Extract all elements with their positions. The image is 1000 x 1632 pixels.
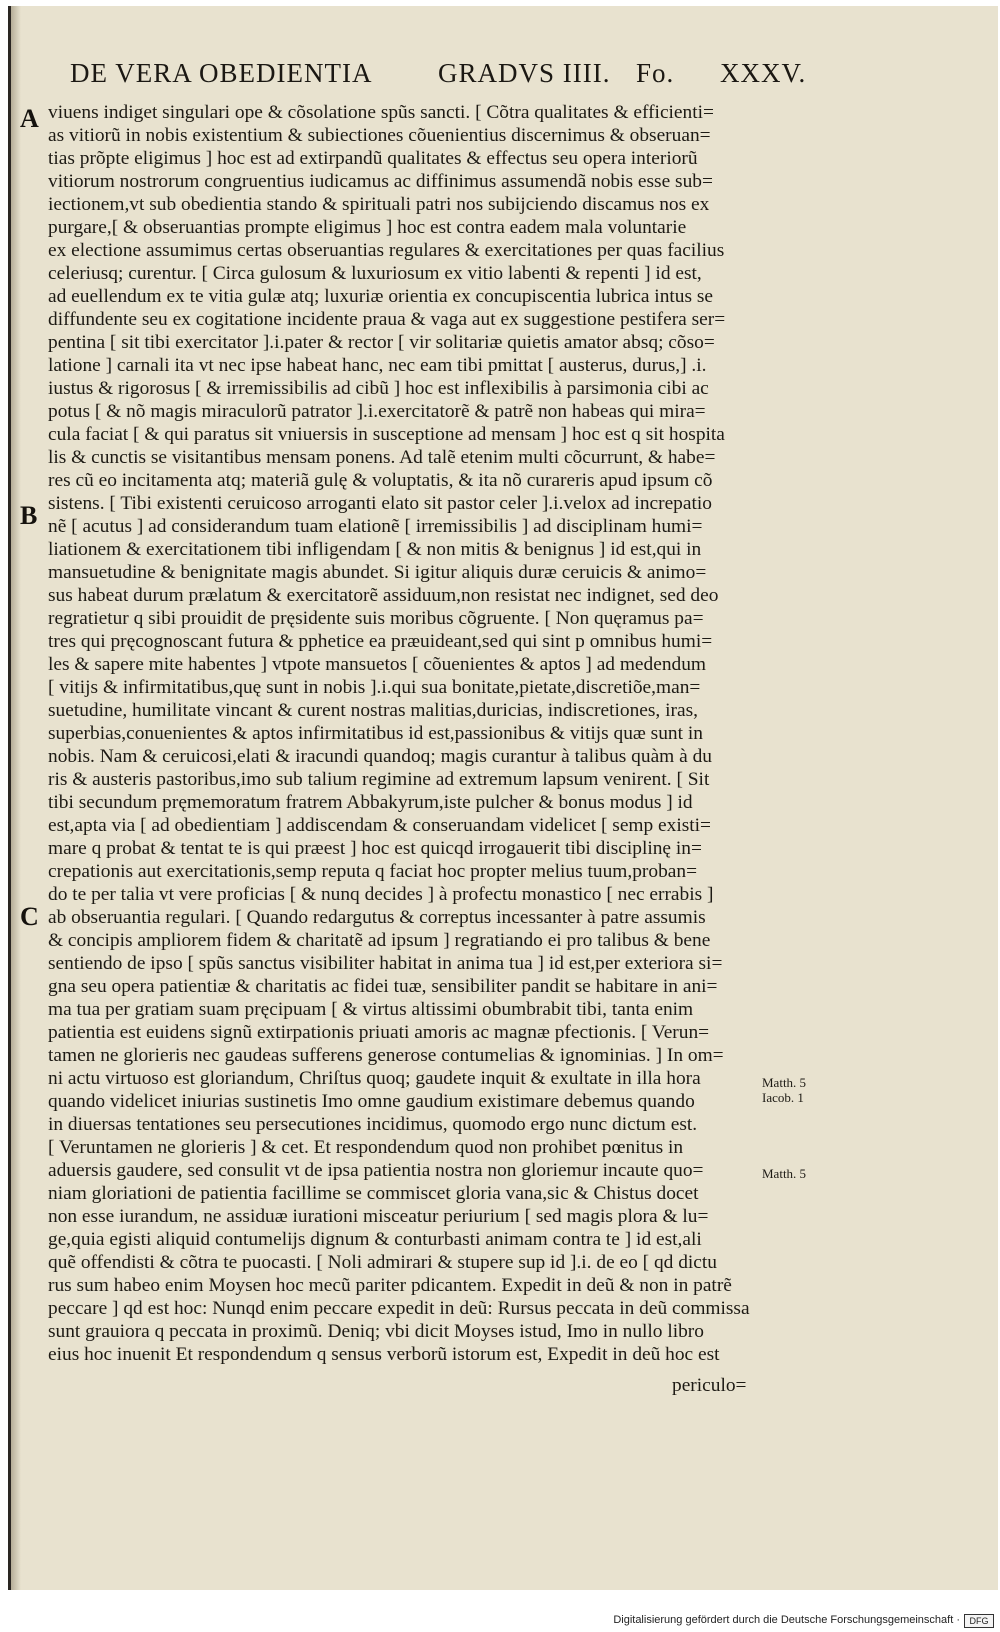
dfg-logo: DFG [964, 1614, 994, 1628]
text-line: regratietur q sibi prouidit de pręsidente suis moribus cõgruente. [ Non quęramus pa= [48, 608, 704, 629]
text-line: suetudine, humilitate vincant & curent nostras malitias,duricias, indiscretiones, iras, [48, 700, 698, 721]
running-header [60, 58, 820, 94]
margin-letter-a: A [20, 104, 39, 133]
text-line: iustus & rigorosus [ & irremissibilis ad cibũ ] hoc est inflexibilis à parsimonia cibi ac [48, 378, 709, 399]
text-line: ex electione assumimus certas obseruantias regulares & exercitationes per quas facilius [48, 240, 725, 261]
text-line: aduersis gaudere, sed consulit vt de ipsa patientia nostra non gloriemur incaute quo= [48, 1160, 704, 1181]
text-line: latione ] carnali ita vt nec ipse habeat hanc, nec eam tibi pmittat [ austerus, durus,] .i. [48, 355, 707, 376]
text-line: ris & austeris pastoribus,imo sub talium regimine ad extremum lapsum venirent. [ Sit [48, 769, 710, 790]
text-line: tias prõpte eligimus ] hoc est ad extirpandũ qualitates & effectus seu opera interiorũ [48, 148, 698, 169]
text-line: ni actu virtuoso est gloriandum, Chriſtus quoq; gaudete inquit & exultate in illa hora [48, 1068, 701, 1089]
text-line: ge,quia egisti aliquid contumelijs dignum & conturbasti animam contra te ] id est,ali [48, 1229, 702, 1250]
text-line: tres qui pręcognoscant futura & pphetice ea præuideant,sed qui sint p omnibus humi= [48, 631, 713, 652]
text-line: tibi secundum pręmemoratum fratrem Abbakyrum,iste pulcher & bonus modus ] id [48, 792, 693, 813]
text-line: vitiorum nostrorum congruentius iudicamus ac diffinimus assumendã nobis esse sub= [48, 171, 713, 192]
margin-note-iacob: Iacob. 1 [762, 1090, 804, 1105]
text-line: quando videlicet iniurias sustinetis Imo omne gaudium existimare debemus quando [48, 1091, 695, 1112]
text-line: liationem & exercitationem tibi infligendam [ & non mitis & benignus ] id est,qui in [48, 539, 702, 560]
text-line: mare q probat & tentat te is qui præest ] hoc est quicqd irrogauerit tibi disciplinę in= [48, 838, 702, 859]
text-line: & concipis ampliorem fidem & charitatẽ ad ipsum ] regratiando ei pro talibus & bene [48, 930, 711, 951]
header-title: DE VERA OBEDIENTIA [70, 58, 373, 88]
text-line: nẽ [ acutus ] ad considerandum tuam elationẽ [ irremissibilis ] ad disciplinam humi= [48, 516, 703, 537]
text-line: potus [ & nõ magis miraculorũ patrator ].i.exercitatorẽ & patrẽ non habeas qui mira= [48, 401, 706, 422]
page-gutter-shadow [11, 6, 21, 1590]
body-text [48, 101, 824, 1366]
text-line: [ vitijs & infirmitatibus,quę sunt in nobis ].i.qui sua bonitate,pietate,discretiõe,man= [48, 677, 701, 698]
text-line: in diuersas tentationes seu persecutiones incidimus, quomodo ergo nunc dictum est. [48, 1114, 698, 1135]
folio-number: XXXV. [720, 58, 807, 88]
text-line: ma tua per gratiam suam pręcipuam [ & virtus altissimi obumbrabit tibi, tanta enim [48, 999, 694, 1020]
text-line: crepationis aut exercitationis,semp reputa q faciat hoc propter melius tuum,proban= [48, 861, 697, 882]
footer-credit: Digitalisierung gefördert durch die Deutsche Forschungsgemeinschaft · [613, 1614, 960, 1626]
text-line: [ Veruntamen ne glorieris ] & cet. Et respondendum quod non prohibet pœnitus in [48, 1137, 684, 1158]
text-line: rus sum habeo enim Moysen hoc mecũ pariter pdicantem. Expedit in deũ & non in patrẽ [48, 1275, 732, 1296]
text-line: sus habeat durum prælatum & exercitatorẽ assiduum,non resistat nec indignet, sed deo [48, 585, 719, 606]
text-line: viuens indiget singulari ope & cõsolatione spũs sancti. [ Cõtra qualitates & efficienti= [48, 102, 714, 123]
text-line: tamen ne glorieris nec gaudeas sufferens generose contumelias & ignominias. ] In om= [48, 1045, 724, 1066]
header-section: GRADVS IIII. [438, 58, 611, 88]
text-line: non esse iurandum, ne assiduæ iurationi misceatur periurium [ sed magis plora & lu= [48, 1206, 709, 1227]
text-line: les & sapere mite habentes ] vtpote mansuetos [ cõuenientes & aptos ] ad medendum [48, 654, 707, 675]
text-line: est,apta via [ ad obedientiam ] addiscendam & conseruandam videlicet [ semp existi= [48, 815, 711, 836]
catchword: periculo= [672, 1375, 747, 1396]
text-line: pentina [ sit tibi exercitator ].i.pater & rector [ vir solitariæ quietis amator absq; cõso= [48, 332, 715, 353]
text-line: as vitiorũ in nobis existentium & subiectiones cõuenientius discernimus & obseruan= [48, 125, 711, 146]
text-line: diffundente seu ex cogitatione incidente praua & vaga aut ex suggestione pestifera ser= [48, 309, 726, 330]
folio-label: Fo. [636, 58, 675, 88]
text-line: ab obseruantia regulari. [ Quando redargutus & correptus incessanter à patre assumis [48, 907, 706, 928]
text-line: purgare,[ & obseruantias prompte eligimus ] hoc est contra eadem mala voluntarie [48, 217, 687, 238]
text-line: sistens. [ Tibi existenti ceruicoso arroganti elato sit pastor celer ].i.velox ad increpatio [48, 493, 712, 514]
margin-note-matth-2: Matth. 5 [762, 1166, 807, 1181]
margin-note-matth: Matth. 5 [762, 1075, 807, 1090]
digitization-footer [0, 1612, 1000, 1632]
text-line: cula faciat [ & qui paratus sit vniuersis in susceptione ad mensam ] hoc est q sit hospita [48, 424, 725, 445]
text-line: quẽ offendisti & cõtra te puocasti. [ Noli admirari & stupere sup id ].i. de eo [ qd dictu [48, 1252, 717, 1273]
text-line: sunt grauiora q peccata in proximũ. Deniq; vbi dicit Moyses istud, Imo in nullo libro [48, 1321, 704, 1342]
text-line: gna seu opera patientiæ & charitatis ac fidei tuæ, sensibiliter pandit se habitare in ani= [48, 976, 718, 997]
text-line: niam gloriationi de patientia facillime se commiscet gloria vana,sic & Chistus docet [48, 1183, 699, 1204]
margin-letter-b: B [20, 501, 38, 530]
text-line: eius hoc inuenit Et respondendum q sensus verborũ istorum est, Expedit in deũ hoc est [48, 1344, 720, 1365]
text-line: iectionem,vt sub obedientia stando & spirituali patri nos subijciendo discamus nos ex [48, 194, 710, 215]
text-line: superbias,conuenientes & aptos infirmitatibus id est,passionibus & vitijs quæ sunt in [48, 723, 703, 744]
text-line: celeriusq; curentur. [ Circa gulosum & luxuriosum ex vitio labenti & repenti ] id est, [48, 263, 702, 284]
text-line: res cũ eo incitamenta atq; materiã gulę & voluptatis, & ita nõ curareris apud ipsum cõ [48, 470, 713, 491]
text-line: nobis. Nam & ceruicosi,elati & iracundi quandoq; magis curantur à talibus quàm à du [48, 746, 712, 767]
text-line: ad euellendum ex te vitia gulæ atq; luxuriæ orientia ex concupiscentia lubrica intus se [48, 286, 714, 307]
text-line: mansuetudine & benignitate magis abundet. Si igitur aliquis duræ ceruicis & animo= [48, 562, 707, 583]
text-line: lis & cunctis se visitantibus mensam ponens. Ad talẽ etenim multi cõcurrunt, & habe= [48, 447, 716, 468]
text-line: do te per talia vt vere proficias [ & nunq decides ] à profectu monastico [ nec errabis ] [48, 884, 714, 905]
text-line: sentiendo de ipso [ spũs sanctus visibiliter habitat in anima tua ] id est,per exteriora si= [48, 953, 723, 974]
text-line: patientia est euidens signũ extirpationis priuati amoris ac magnæ pfectionis. [ Verun= [48, 1022, 710, 1043]
margin-letter-c: C [20, 902, 39, 931]
text-line: peccare ] qd est hoc: Nunqd enim peccare expedit in deũ: Rursus peccata in deũ commissa [48, 1298, 750, 1319]
